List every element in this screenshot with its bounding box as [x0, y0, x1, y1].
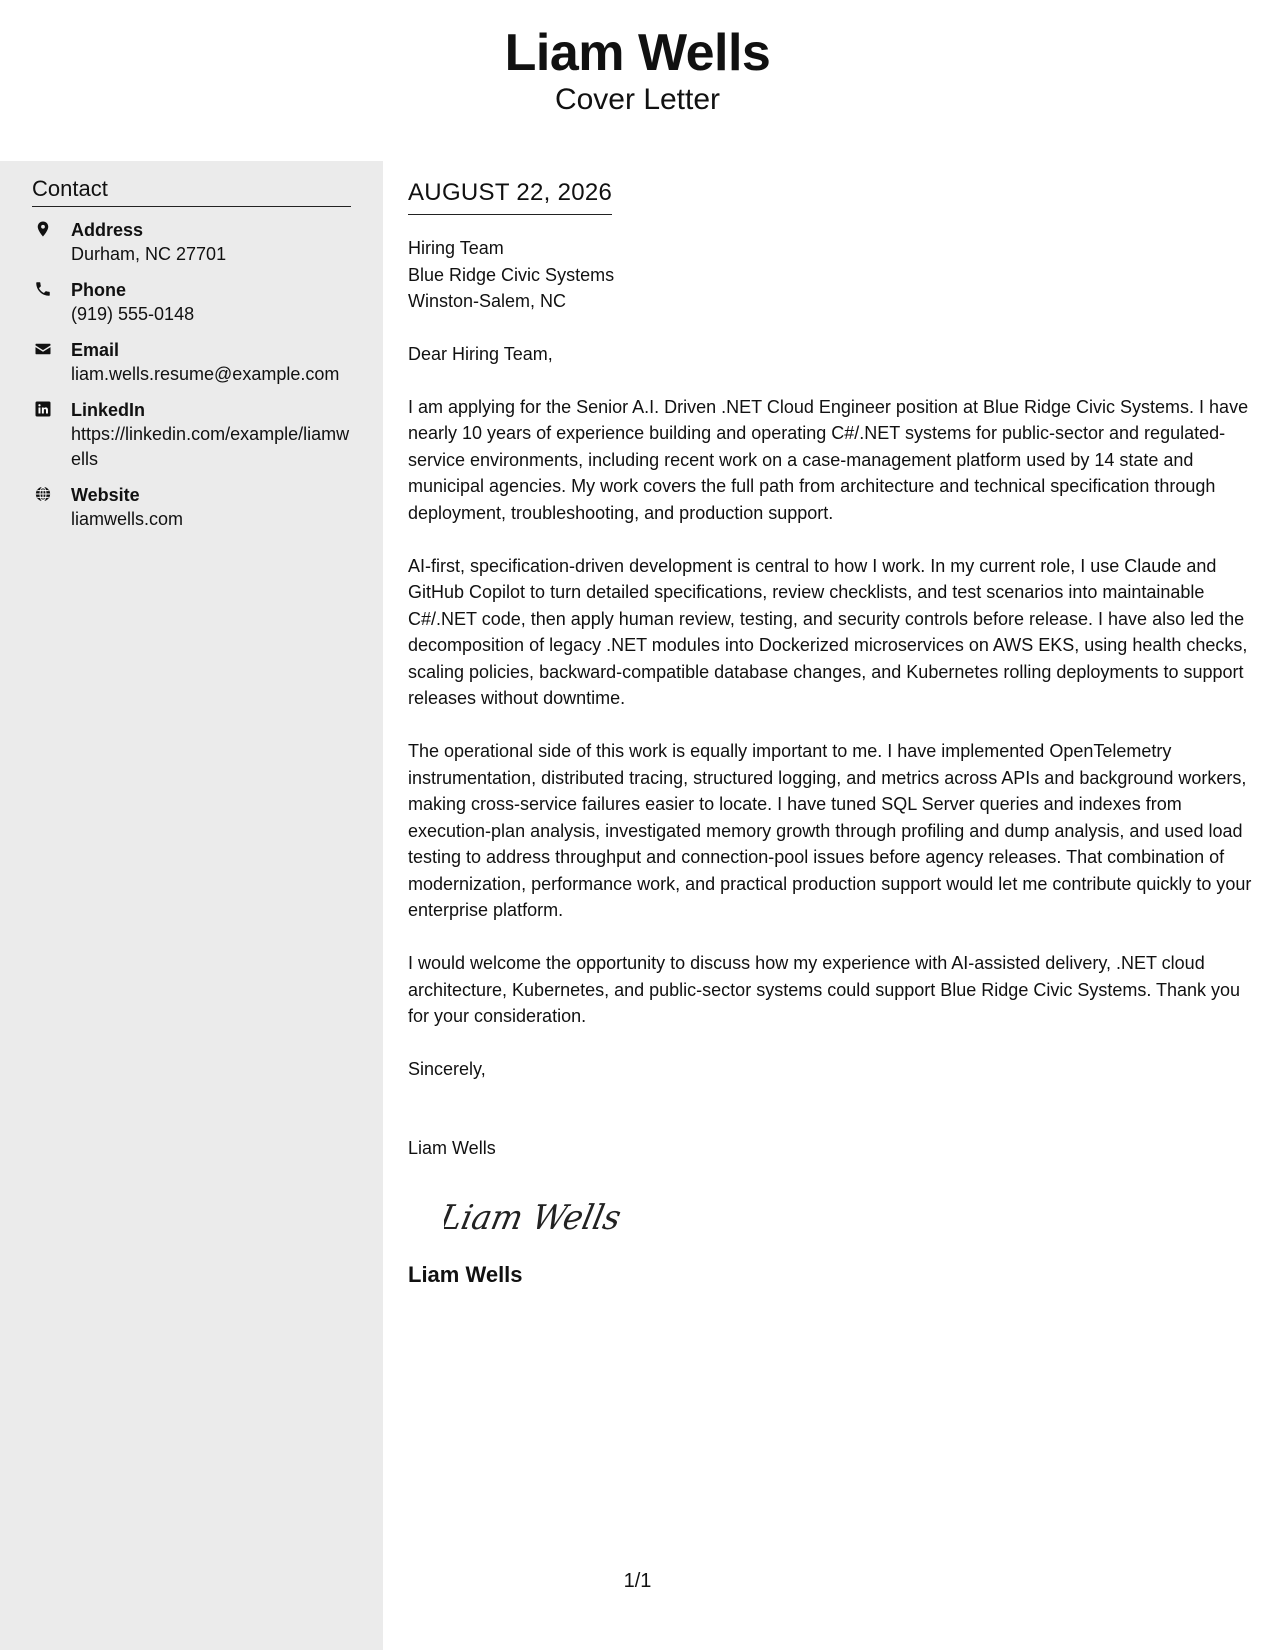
- document-subtitle: Cover Letter: [554, 83, 721, 116]
- recipient-block: [408, 235, 1253, 315]
- contact-label: Website: [71, 485, 140, 505]
- contact-item-address: [32, 218, 352, 267]
- globe-icon: [34, 485, 52, 503]
- sign-name: Liam Wells: [408, 1137, 496, 1158]
- handwritten-signature: [444, 1191, 634, 1241]
- location-pin-icon: [34, 220, 52, 238]
- recipient-line: Winston-Salem, NC: [408, 291, 567, 311]
- recipient-line: Blue Ridge Civic Systems: [408, 264, 615, 285]
- letter-body: [408, 161, 1253, 1290]
- contact-item-phone: [32, 278, 352, 327]
- contact-heading: Contact: [32, 175, 351, 207]
- phone-icon: [34, 280, 52, 298]
- contact-item-website: [32, 483, 352, 532]
- closing: Sincerely,: [408, 1059, 486, 1079]
- recipient-line: Hiring Team: [408, 238, 504, 258]
- body-paragraph: I am applying for the Senior A.I. Driven .NET Cloud Engineer position at Blue Ridge Civic Systems. I have nearly 10 years of experience building and operating C#/.NET systems for public-sector and regulated-service environments, including recent work on a case-management platform used by 14 state and municipal agencies. My work covers the full path from architecture and technical specification through deployment, troubleshooting, and production support.: [408, 396, 1249, 523]
- envelope-icon: [34, 340, 52, 358]
- linkedin-icon: [34, 400, 52, 418]
- contact-value: liamwells.com: [71, 509, 184, 529]
- letter-header: [0, 0, 1275, 161]
- final-name: Liam Wells: [408, 1262, 523, 1287]
- contact-sidebar: [0, 161, 383, 1650]
- contact-value: (919) 555-0148: [71, 304, 195, 324]
- contact-value: liam.wells.resume@example.com: [71, 364, 340, 384]
- body-paragraph: I would welcome the opportunity to discuss how my experience with AI-assisted delivery, .NET cloud architecture, Kubernetes, and public-sector systems could support Blue Ridge Civic Systems. Thank you for your consideration.: [408, 953, 1241, 1026]
- contact-item-email: [32, 338, 352, 387]
- contact-label: Phone: [71, 280, 127, 300]
- letter-date: AUGUST 22, 2026: [408, 177, 612, 215]
- contact-value: https://linkedin.com/example/liamwells: [71, 424, 350, 469]
- contact-label: Email: [71, 340, 120, 360]
- contact-item-linkedin: [32, 398, 352, 472]
- body-paragraph: AI-first, specification-driven development is central to how I work. In my current role, I use Claude and GitHub Copilot to turn detailed specifications, review checklists, and test scenarios into maintainable C#/.NET code, then apply human review, testing, and security controls before release. I have also led the decomposition of legacy .NET modules into Dockerized microservices on AWS EKS, using health checks, scaling policies, backward-compatible database changes, and Kubernetes rolling deployments to support releases without downtime.: [408, 555, 1248, 708]
- applicant-name: Liam Wells: [504, 24, 771, 82]
- signature-text: Liam Wells: [444, 1198, 633, 1238]
- greeting: Dear Hiring Team,: [408, 343, 553, 364]
- contact-label: LinkedIn: [71, 400, 146, 420]
- contact-value: Durham, NC 27701: [71, 244, 227, 264]
- contact-label: Address: [71, 220, 144, 240]
- contact-list: [32, 218, 352, 543]
- body-paragraph: The operational side of this work is equally important to me. I have implemented OpenTelemetry instrumentation, distributed tracing, structured logging, and metrics across APIs and background workers, making cross-service failures easier to locate. I have tuned SQL Server queries and indexes from execution-plan analysis, investigated memory growth through profiling and dump analysis, and used load testing to address throughput and connection-pool issues before agency releases. That combination of modernization, performance work, and practical production support would let me contribute quickly to your enterprise platform.: [408, 741, 1252, 920]
- page-number: 1/1: [623, 1570, 652, 1592]
